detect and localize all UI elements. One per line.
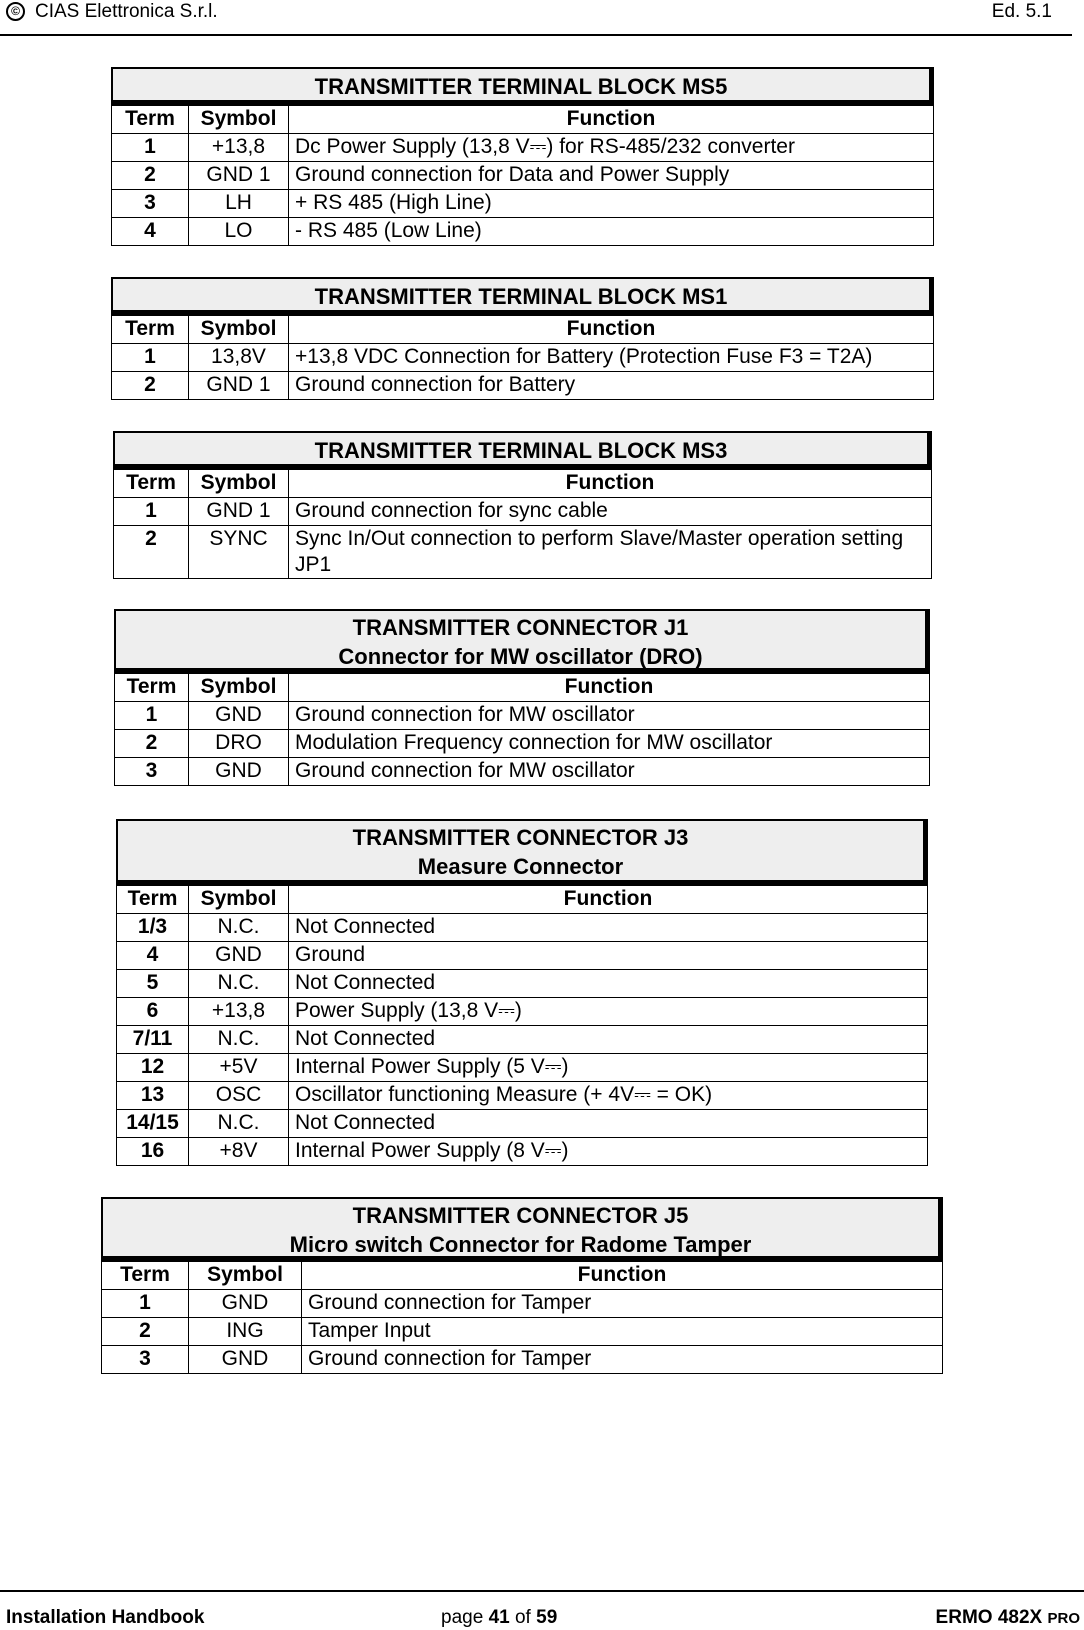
symbol-cell: N.C. (189, 970, 289, 998)
symbol-cell: +13,8 (189, 998, 289, 1026)
table-row (117, 914, 928, 942)
term-cell: 2 (102, 1318, 189, 1346)
column-header-term: Term (102, 1262, 189, 1290)
table-row (117, 1082, 928, 1110)
term-cell: 1 (114, 498, 189, 526)
table-row (112, 190, 934, 218)
column-header-symbol: Symbol (189, 470, 289, 498)
terminal-table (113, 469, 932, 579)
symbol-cell: +5V (189, 1054, 289, 1082)
table-title-line1: TRANSMITTER TERMINAL BLOCK MS3 (314, 438, 728, 463)
term-cell: 2 (115, 730, 189, 758)
terminal-table (111, 105, 934, 246)
symbol-cell: 13,8V (189, 344, 289, 372)
column-header-symbol: Symbol (189, 106, 289, 134)
footer-page-number: page 41 of 59 (441, 1607, 558, 1628)
function-cell: Not Connected (289, 970, 928, 998)
table-row (115, 702, 930, 730)
terminal-table-block (113, 431, 932, 579)
column-header-function: Function (289, 470, 932, 498)
table-title-line2: Connector for MW oscillator (DRO) (338, 644, 703, 669)
symbol-cell: GND 1 (189, 162, 289, 190)
symbol-cell: N.C. (189, 914, 289, 942)
symbol-cell: N.C. (189, 1026, 289, 1054)
symbol-cell: GND 1 (189, 372, 289, 400)
function-cell: Modulation Frequency connection for MW oscillator (289, 730, 930, 758)
symbol-cell: +8V (189, 1138, 289, 1166)
table-header-row (102, 1262, 943, 1290)
table-header-row (115, 674, 930, 702)
function-cell: Ground connection for MW oscillator (289, 702, 930, 730)
symbol-cell: GND (189, 758, 289, 786)
term-cell: 3 (115, 758, 189, 786)
symbol-cell: OSC (189, 1082, 289, 1110)
term-cell: 3 (102, 1346, 189, 1374)
table-header-row (117, 886, 928, 914)
table-row (114, 498, 932, 526)
term-cell: 7/11 (117, 1026, 189, 1054)
symbol-cell: LO (189, 218, 289, 246)
table-header-row (114, 470, 932, 498)
table-row (112, 134, 934, 162)
function-cell: Not Connected (289, 914, 928, 942)
table-title-line1: TRANSMITTER TERMINAL BLOCK MS5 (314, 74, 728, 99)
table-row (114, 526, 932, 579)
table-title (113, 431, 932, 469)
table-title-line1: TRANSMITTER TERMINAL BLOCK MS1 (314, 284, 728, 309)
table-title (116, 819, 928, 885)
header-company (6, 1, 218, 23)
column-header-function: Function (289, 886, 928, 914)
term-cell: 1 (112, 344, 189, 372)
function-cell: Internal Power Supply (8 V⎓) (289, 1138, 928, 1166)
terminal-table-block (116, 819, 928, 1166)
company-name: CIAS Elettronica S.r.l. (35, 1, 218, 22)
table-title-line1: TRANSMITTER CONNECTOR J5 (352, 1203, 689, 1228)
column-header-symbol: Symbol (189, 1262, 302, 1290)
function-cell: Ground connection for Tamper (302, 1346, 943, 1374)
terminal-table-block (111, 67, 934, 246)
symbol-cell: GND (189, 1290, 302, 1318)
term-cell: 1/3 (117, 914, 189, 942)
table-row (117, 1054, 928, 1082)
symbol-cell: GND 1 (189, 498, 289, 526)
page-footer (0, 1590, 1084, 1630)
symbol-cell: DRO (189, 730, 289, 758)
table-row (112, 162, 934, 190)
symbol-cell: GND (189, 942, 289, 970)
column-header-function: Function (289, 316, 934, 344)
column-header-symbol: Symbol (189, 316, 289, 344)
term-cell: 2 (112, 372, 189, 400)
term-cell: 12 (117, 1054, 189, 1082)
table-title (111, 67, 934, 105)
symbol-cell: GND (189, 1346, 302, 1374)
symbol-cell: ING (189, 1318, 302, 1346)
table-row (117, 1026, 928, 1054)
table-row (115, 758, 930, 786)
column-header-symbol: Symbol (189, 886, 289, 914)
function-cell: Tamper Input (302, 1318, 943, 1346)
term-cell: 1 (102, 1290, 189, 1318)
table-header-row (112, 316, 934, 344)
table-row (115, 730, 930, 758)
terminal-table-block (114, 609, 930, 786)
function-cell: + RS 485 (High Line) (289, 190, 934, 218)
table-title (114, 609, 930, 673)
symbol-cell: LH (189, 190, 289, 218)
table-row (112, 372, 934, 400)
function-cell: Power Supply (13,8 V⎓) (289, 998, 928, 1026)
term-cell: 1 (115, 702, 189, 730)
table-row (117, 1138, 928, 1166)
footer-handbook: Installation Handbook (6, 1607, 205, 1628)
function-cell: Ground connection for Tamper (302, 1290, 943, 1318)
function-cell: Ground (289, 942, 928, 970)
table-header-row (112, 106, 934, 134)
column-header-function: Function (302, 1262, 943, 1290)
term-cell: 4 (112, 218, 189, 246)
term-cell: 6 (117, 998, 189, 1026)
column-header-term: Term (112, 106, 189, 134)
symbol-cell: SYNC (189, 526, 289, 579)
table-row (117, 942, 928, 970)
table-row (102, 1318, 943, 1346)
table-row (102, 1290, 943, 1318)
term-cell: 5 (117, 970, 189, 998)
table-row (112, 344, 934, 372)
term-cell: 1 (112, 134, 189, 162)
term-cell: 16 (117, 1138, 189, 1166)
table-title-line1: TRANSMITTER CONNECTOR J1 (352, 615, 689, 640)
function-cell: Ground connection for MW oscillator (289, 758, 930, 786)
table-title (111, 277, 934, 315)
function-cell: Ground connection for Data and Power Supply (289, 162, 934, 190)
function-cell: Not Connected (289, 1026, 928, 1054)
symbol-cell: GND (189, 702, 289, 730)
column-header-function: Function (289, 106, 934, 134)
column-header-function: Function (289, 674, 930, 702)
column-header-term: Term (112, 316, 189, 344)
copyright-icon: © (6, 2, 25, 21)
symbol-cell: +13,8 (189, 134, 289, 162)
table-row (112, 218, 934, 246)
function-cell: - RS 485 (Low Line) (289, 218, 934, 246)
column-header-term: Term (114, 470, 189, 498)
term-cell: 2 (114, 526, 189, 579)
edition-label: Ed. 5.1 (991, 1, 1052, 22)
term-cell: 13 (117, 1082, 189, 1110)
terminal-table-block (111, 277, 934, 400)
table-title-line2: Measure Connector (417, 854, 624, 879)
page-header (0, 0, 1072, 36)
function-cell: Ground connection for sync cable (289, 498, 932, 526)
table-row (102, 1346, 943, 1374)
terminal-table (116, 885, 928, 1166)
term-cell: 2 (112, 162, 189, 190)
term-cell: 14/15 (117, 1110, 189, 1138)
term-cell: 3 (112, 190, 189, 218)
table-title-line1: TRANSMITTER CONNECTOR J3 (352, 825, 689, 850)
column-header-term: Term (117, 886, 189, 914)
function-cell: Dc Power Supply (13,8 V⎓) for RS-485/232 converter (289, 134, 934, 162)
function-cell: Not Connected (289, 1110, 928, 1138)
function-cell: +13,8 VDC Connection for Battery (Protection Fuse F3 = T2A) (289, 344, 934, 372)
terminal-table-block (101, 1197, 943, 1374)
terminal-table (114, 673, 930, 786)
table-row (117, 998, 928, 1026)
terminal-table (111, 315, 934, 400)
function-cell: Internal Power Supply (5 V⎓) (289, 1054, 928, 1082)
column-header-term: Term (115, 674, 189, 702)
terminal-table (101, 1261, 943, 1374)
table-title-line2: Micro switch Connector for Radome Tamper (289, 1232, 752, 1257)
function-cell: Ground connection for Battery (289, 372, 934, 400)
footer-product: ERMO 482X PRO (935, 1607, 1080, 1628)
table-title (101, 1197, 943, 1261)
table-row (117, 1110, 928, 1138)
term-cell: 4 (117, 942, 189, 970)
function-cell: Oscillator functioning Measure (+ 4V⎓ = OK) (289, 1082, 928, 1110)
symbol-cell: N.C. (189, 1110, 289, 1138)
table-row (117, 970, 928, 998)
column-header-symbol: Symbol (189, 674, 289, 702)
function-cell: Sync In/Out connection to perform Slave/Master operation setting JP1 (289, 526, 932, 579)
